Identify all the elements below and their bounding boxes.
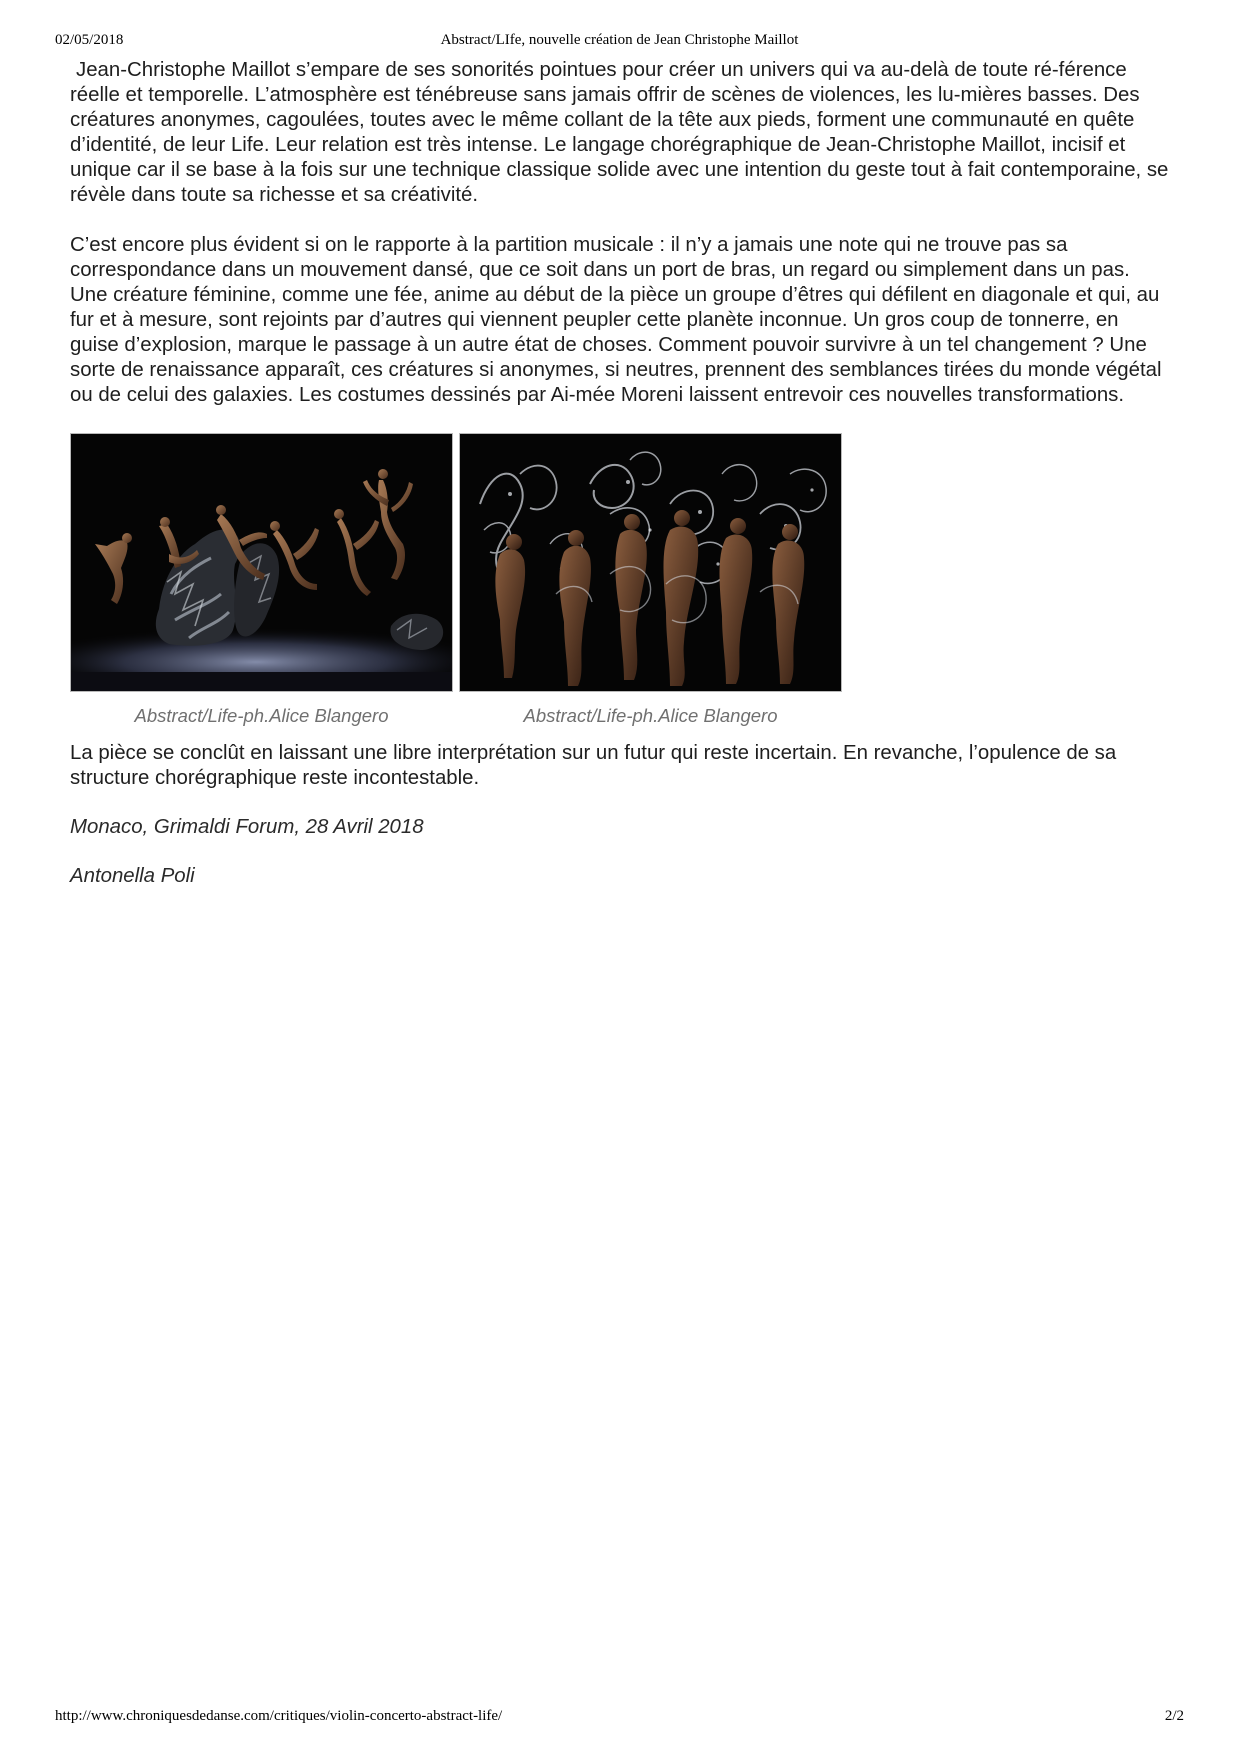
article-paragraph: Jean-Christophe Maillot s’empare de ses sonorités pointues pour créer un univers qui va au-delà de toute ré-férence réelle et temporelle. L’atmosphère est ténébreuse sans jamais offrir de scènes de violences, les lu-mières basses. Des créatures anonymes, cagoulées, toutes avec le même collant de la tête aux pieds, forment une communauté en quête d’identité, de leur Life. Leur relation est très intense. Le langage chorégraphique de Jean-Christophe Maillot, incisif et unique car il se base à la fois sur une technique classique solide avec une intention du geste tout à fait contemporaine, se révèle dans toute sa richesse et sa créativité. (70, 59, 1169, 206)
print-date: 02/05/2018 (55, 32, 124, 48)
dance-photo-costumes-image (460, 434, 841, 691)
article-body (70, 58, 1170, 914)
article-closing-paragraph: La pièce se conclût en laissant une libre interprétation sur un futur qui reste incertain. En revanche, l’opulence de sa structure chorégraphique reste incontestable. (70, 742, 1117, 789)
dance-photo-jumping[interactable] (70, 433, 453, 692)
dance-photo-jumping-image (71, 434, 452, 691)
print-header (55, 32, 1184, 52)
photo-caption: Abstract/Life-ph.Alice Blangero (134, 705, 389, 726)
document-title: Abstract/LIfe, nouvelle création de Jean Christophe Maillot (440, 32, 799, 48)
article-paragraph: C’est encore plus évident si on le rapporte à la partition musicale : il n’y a jamais une note qui ne trouve pas sa correspondance dans un mouvement dansé, que ce soit dans un port de bras, un regard ou simplement dans un pas. Une créature féminine, comme une fée, anime au début de la pièce un groupe d’êtres qui défilent en diagonale et qui, au fur et à mesure, sont rejoints par d’autres qui viennent peupler cette planète inconnue. Un gros coup de tonnerre, en guise d’explosion, marque le passage à un autre état de choses. Comment pouvoir survivre à un tel changement ? Une sorte de renaissance apparaît, ces créatures si anonymes, si neutres, prennent des semblances tirées du monde végétal ou de celui des galaxies. Les costumes dessinés par Ai-mée Moreni laissent entrevoir ces nouvelles transformations. (70, 234, 1162, 406)
article-dateline: Monaco, Grimaldi Forum, 28 Avril 2018 (70, 816, 424, 838)
photo-gallery (70, 433, 1170, 692)
photo-caption: Abstract/Life-ph.Alice Blangero (523, 705, 778, 726)
article-author: Antonella Poli (70, 865, 195, 887)
photo-captions (70, 704, 1170, 728)
page-number: 2/2 (1164, 1708, 1184, 1724)
print-footer (55, 1708, 1184, 1728)
dance-photo-costumes[interactable] (459, 433, 842, 692)
page-url[interactable]: http://www.chroniquesdedanse.com/critiques/violin-concerto-abstract-life/ (55, 1708, 503, 1724)
